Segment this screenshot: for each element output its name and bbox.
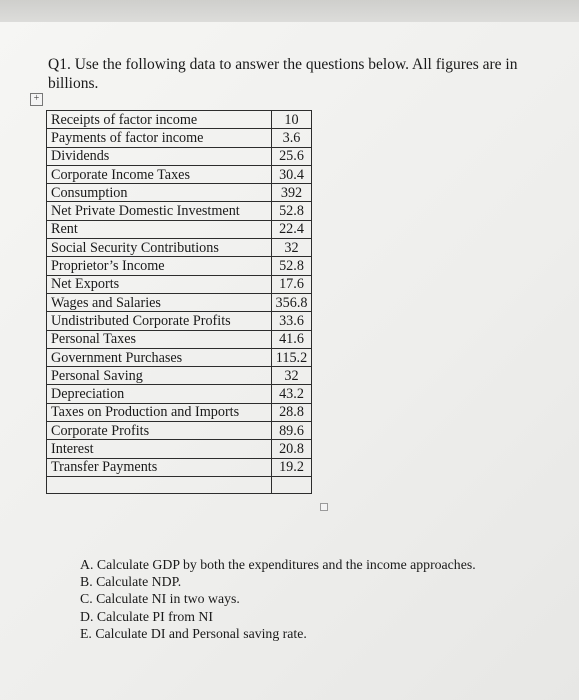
row-value: 10 [272,111,312,129]
table-row [47,202,312,220]
table-row [47,257,312,275]
row-label: Interest [47,440,272,458]
table-row [47,422,312,440]
table-row [47,348,312,366]
row-label: Undistributed Corporate Profits [47,312,272,330]
row-label: Social Security Contributions [47,239,272,257]
row-value: 33.6 [272,312,312,330]
row-value-empty [272,476,312,493]
row-value: 3.6 [272,129,312,147]
row-label: Rent [47,220,272,238]
row-value: 32 [272,367,312,385]
row-label: Transfer Payments [47,458,272,476]
row-label: Corporate Profits [47,422,272,440]
table-row [47,220,312,238]
row-value: 30.4 [272,165,312,183]
task-list [80,556,476,642]
row-label: Proprietor’s Income [47,257,272,275]
table-row [47,111,312,129]
table-row [47,403,312,421]
row-label: Dividends [47,147,272,165]
row-label: Taxes on Production and Imports [47,403,272,421]
table-row [47,367,312,385]
table-row [47,275,312,293]
table-row [47,184,312,202]
row-value: 22.4 [272,220,312,238]
resize-handle-icon[interactable] [320,503,328,511]
row-label: Net Private Domestic Investment [47,202,272,220]
task-item: E. Calculate DI and Personal saving rate. [80,625,307,641]
row-label: Net Exports [47,275,272,293]
move-handle-icon[interactable]: + [30,93,43,106]
row-label: Depreciation [47,385,272,403]
row-value: 28.8 [272,403,312,421]
row-label-empty [47,476,272,493]
row-value: 392 [272,184,312,202]
table-row [47,147,312,165]
row-value: 20.8 [272,440,312,458]
task-item: D. Calculate PI from NI [80,608,213,624]
row-value: 115.2 [272,348,312,366]
data-table [46,110,312,494]
row-label: Corporate Income Taxes [47,165,272,183]
table-row [47,312,312,330]
row-value: 25.6 [272,147,312,165]
row-value: 356.8 [272,293,312,311]
row-label: Wages and Salaries [47,293,272,311]
table-row [47,239,312,257]
row-label: Personal Saving [47,367,272,385]
row-value: 19.2 [272,458,312,476]
task-item: B. Calculate NDP. [80,574,182,590]
row-value: 89.6 [272,422,312,440]
row-value: 17.6 [272,275,312,293]
row-label: Government Purchases [47,348,272,366]
table-row [47,385,312,403]
row-label: Payments of factor income [47,129,272,147]
row-value: 52.8 [272,202,312,220]
table-row [47,440,312,458]
row-value: 32 [272,239,312,257]
table-row [47,458,312,476]
table-row [47,129,312,147]
table-row [47,330,312,348]
paper-top-edge [0,0,579,22]
row-value: 52.8 [272,257,312,275]
table-row [47,165,312,183]
task-item: C. Calculate NI in two ways. [80,591,240,607]
table-row-empty [47,476,312,493]
row-label: Personal Taxes [47,330,272,348]
task-item: A. Calculate GDP by both the expenditures and the income approaches. [80,557,476,572]
row-value: 41.6 [272,330,312,348]
table-row [47,293,312,311]
row-label: Receipts of factor income [47,111,272,129]
row-label: Consumption [47,184,272,202]
row-value: 43.2 [272,385,312,403]
question-text: Q1. Use the following data to answer the questions below. All figures are in billions. [48,56,518,92]
